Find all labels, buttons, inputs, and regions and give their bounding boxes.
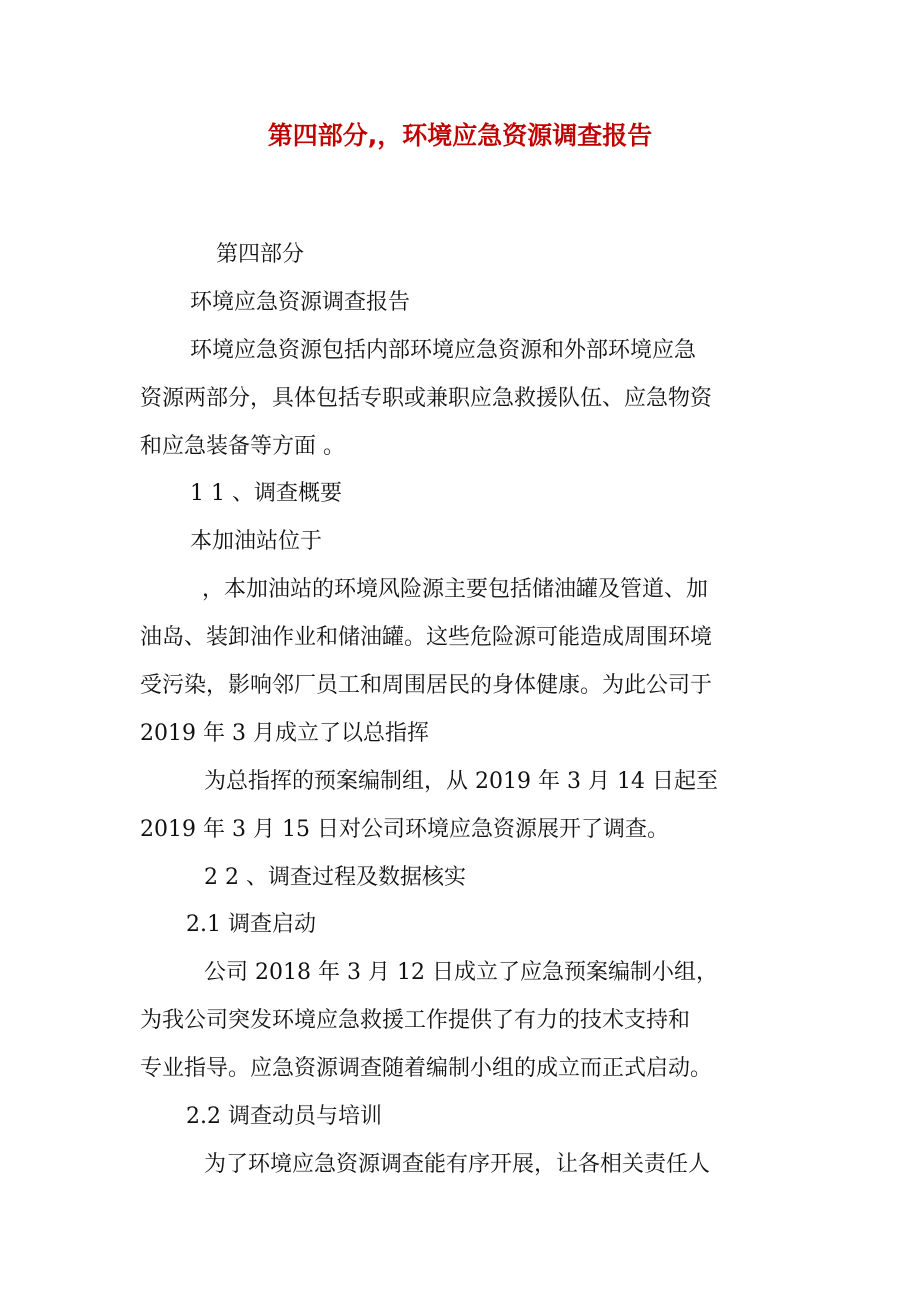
- paragraph-line: 和应急装备等方面 。: [140, 433, 345, 459]
- paragraph-line: 2019 年 3 月 15 日对公司环境应急资源展开了调查。: [140, 816, 669, 842]
- paragraph-line: ，本加油站的环境风险源主要包括储油罐及管道、加: [202, 577, 709, 603]
- paragraph-line: 油岛、装卸油作业和储油罐。这些危险源可能造成周围环境: [140, 625, 713, 651]
- subsection-heading: 2.2 调查动员与培训: [186, 1104, 382, 1130]
- section-heading: 第四部分: [216, 242, 305, 267]
- paragraph-line: 专业指导。应急资源调查随着编制小组的成立而正式启动。: [140, 1056, 713, 1082]
- paragraph-line: 为了环境应急资源调查能有序开展，让各相关责任人: [204, 1151, 711, 1177]
- document-title: 第四部分,，环境应急资源调查报告: [267, 121, 653, 150]
- paragraph-line: 环境应急资源包括内部环境应急资源和外部环境应急: [190, 337, 697, 363]
- subsection-heading: 2.1 调查启动: [186, 912, 316, 938]
- subsection-heading: 1 1 、调查概要: [190, 481, 342, 507]
- paragraph-line: 本加油站位于: [190, 529, 323, 555]
- paragraph-line: 2019 年 3 月成立了以总指挥: [140, 720, 429, 746]
- paragraph-line: 为总指挥的预案编制组，从 2019 年 3 月 14 日起至: [204, 768, 718, 794]
- report-subtitle: 环境应急资源调查报告: [190, 289, 411, 315]
- paragraph-line: 为我公司突发环境应急救援工作提供了有力的技术支持和: [140, 1008, 691, 1034]
- document-body: [140, 231, 790, 1189]
- subsection-heading: 2 2 、调查过程及数据核实: [204, 864, 466, 890]
- paragraph-line: 受污染，影响邻厂员工和周围居民的身体健康。为此公司于: [140, 673, 713, 699]
- paragraph-line: 资源两部分，具体包括专职或兼职应急救援队伍、应急物资: [140, 385, 713, 411]
- paragraph-line: 公司 2018 年 3 月 12 日成立了应急预案编制小组，: [204, 960, 718, 986]
